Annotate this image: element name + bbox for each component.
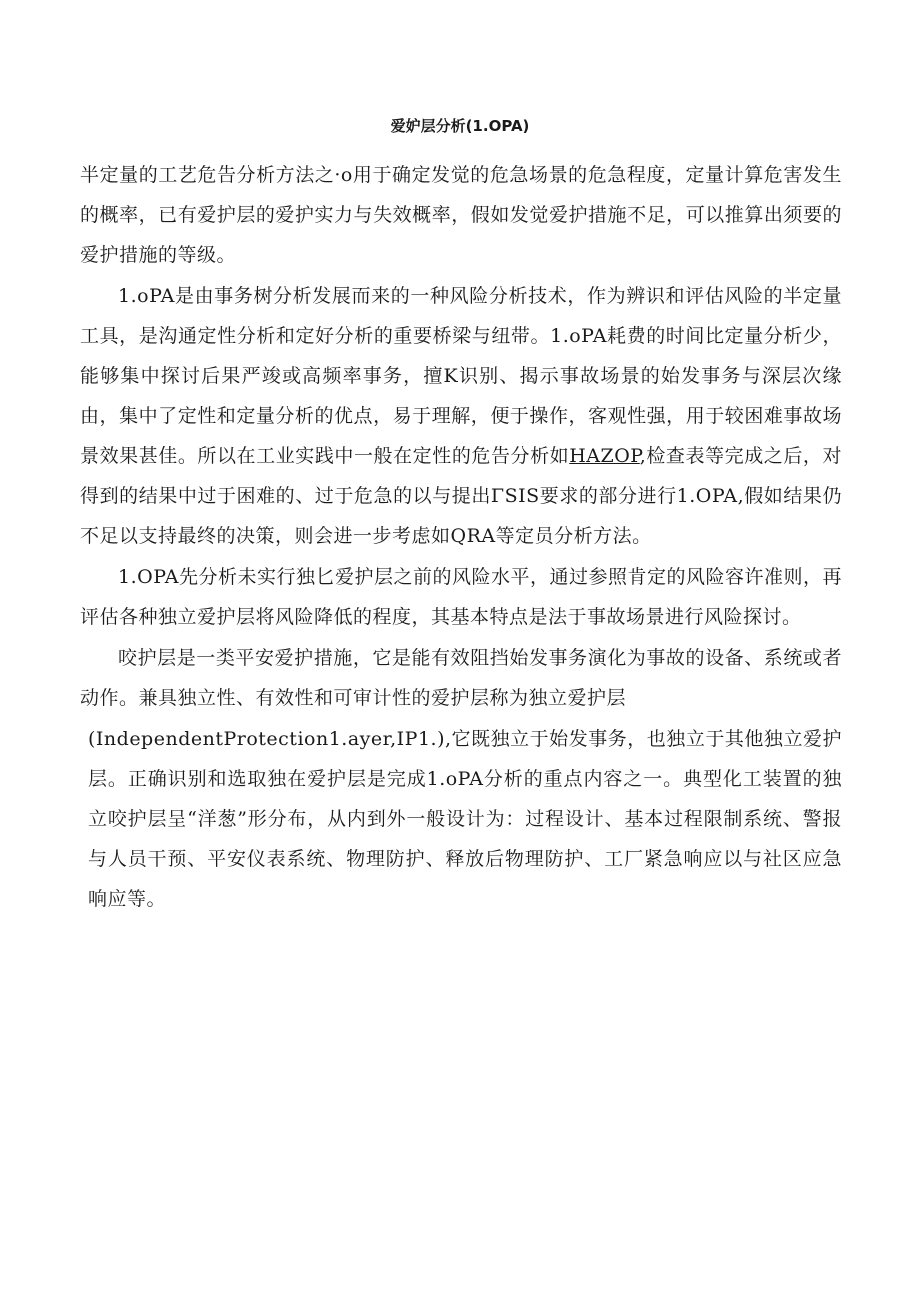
paragraph-lopa-overview-text-a: 1.oPA是由事务树分析发展而来的一种风险分析技术，作为辨识和评估风险的半定量工具，是沟通定性分析和定好分析的重要桥梁与纽带。1.oPA耗费的时间比定量分析少，能够集中探讨后果严竣或高频率事务，擅K识别、揭示事故场景的始发事务与深层次缘由，集中了定性和定量分析的优点，易于理解，便于操作，客观性强，用于较困难事故场景效果甚佳。所以在工业实践中一般在定性的危告分析如 [80,285,842,467]
paragraph-protection-layer: 咬护层是一类平安爱护措施，它是能有效阻挡始发事务演化为事故的设备、系统或者动作。兼具独立性、有效性和可审计性的爱护层称为独立爱护层 [80,647,842,709]
paragraph-definition: 半定量的工艺危告分析方法之·o用于确定发觉的危急场景的危急程度，定量计算危害发生的概率，已有爱护层的爱护实力与失效概率，假如发觉爱护措施不足，可以推算出须要的爱护措施的等级。 [80,164,842,266]
paragraph-lopa-overview [80,276,842,556]
document-body [80,155,842,920]
hazop-link[interactable]: HAZOP [569,445,640,467]
document-title: 爱妒层分析(1.OPA) [390,117,530,135]
paragraph-ipl: (IndependentProtection1.ayer,IP1.),它既独立于始发事务，也独立于其他独立爱护层。正确识别和选取独在爱护层是完成1.oPA分析的重点内容之一。典型化工装置的独立咬护层呈“洋葱”形分布，从内到外一般设计为：过程设计、基本过程限制系统、警报与人员干预、平安仪表系统、物理防护、释放后物理防护、工厂紧急响应以与社区应急响应等。 [88,728,842,910]
paragraph-lopa-method: 1.OPA先分析未实行独匕爱护层之前的风险水平，通过参照肯定的风险容许准则，再评估各种独立爱护层将风险降低的程度，其基本特点是法于事故场景进行风险探讨。 [80,566,842,628]
paragraph-lopa-overview-text-b: ,检查表等完成之后，对得到的结果中过于困难的、过于危急的以与提出ΓSIS要求的部分进行1.OPA,假如结果仍不足以支持最终的决策，则会进一步考虑如QRA等定员分析方法。 [80,445,842,547]
